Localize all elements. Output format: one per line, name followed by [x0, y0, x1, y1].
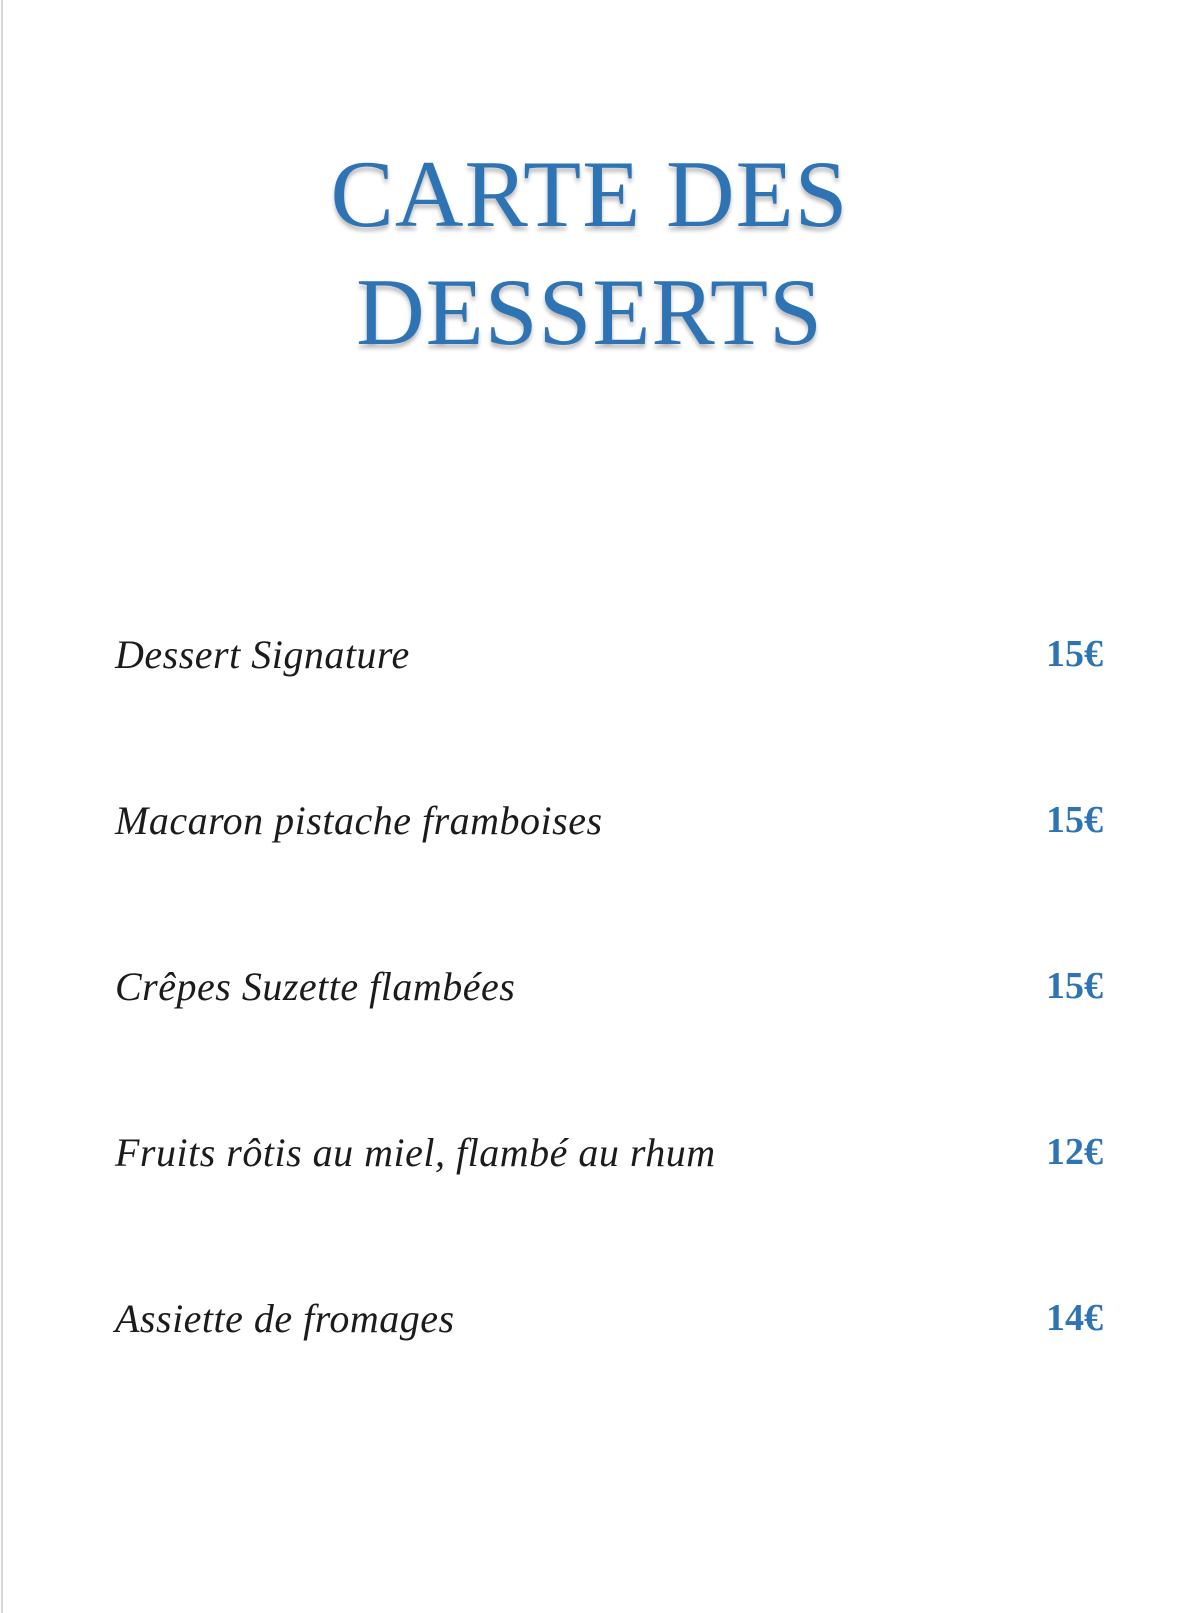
menu-item-name: Macaron pistache framboises: [115, 797, 603, 843]
menu-item-price: 12€: [1046, 1131, 1103, 1173]
menu-list: [0, 571, 1179, 1401]
menu-item-name: Dessert Signature: [115, 631, 410, 677]
page-title: [0, 0, 1179, 371]
page-left-edge-line: [1, 0, 3, 1613]
page-title-line1: CARTE DES: [330, 141, 849, 247]
menu-item-name: Assiette de fromages: [115, 1295, 455, 1341]
menu-item-price: 15€: [1046, 633, 1103, 675]
menu-item-row: [0, 1235, 1179, 1401]
page-title-line2: DESSERTS: [356, 259, 823, 365]
menu-item-name: Crêpes Suzette flambées: [115, 963, 516, 1009]
menu-item-row: [0, 903, 1179, 1069]
menu-item-price: 15€: [1046, 965, 1103, 1007]
menu-item-name: Fruits rôtis au miel, flambé au rhum: [115, 1129, 716, 1175]
menu-item-price: 14€: [1046, 1297, 1103, 1339]
menu-item-price: 15€: [1046, 799, 1103, 841]
menu-item-row: [0, 737, 1179, 903]
menu-item-row: [0, 1069, 1179, 1235]
menu-item-row: [0, 571, 1179, 737]
